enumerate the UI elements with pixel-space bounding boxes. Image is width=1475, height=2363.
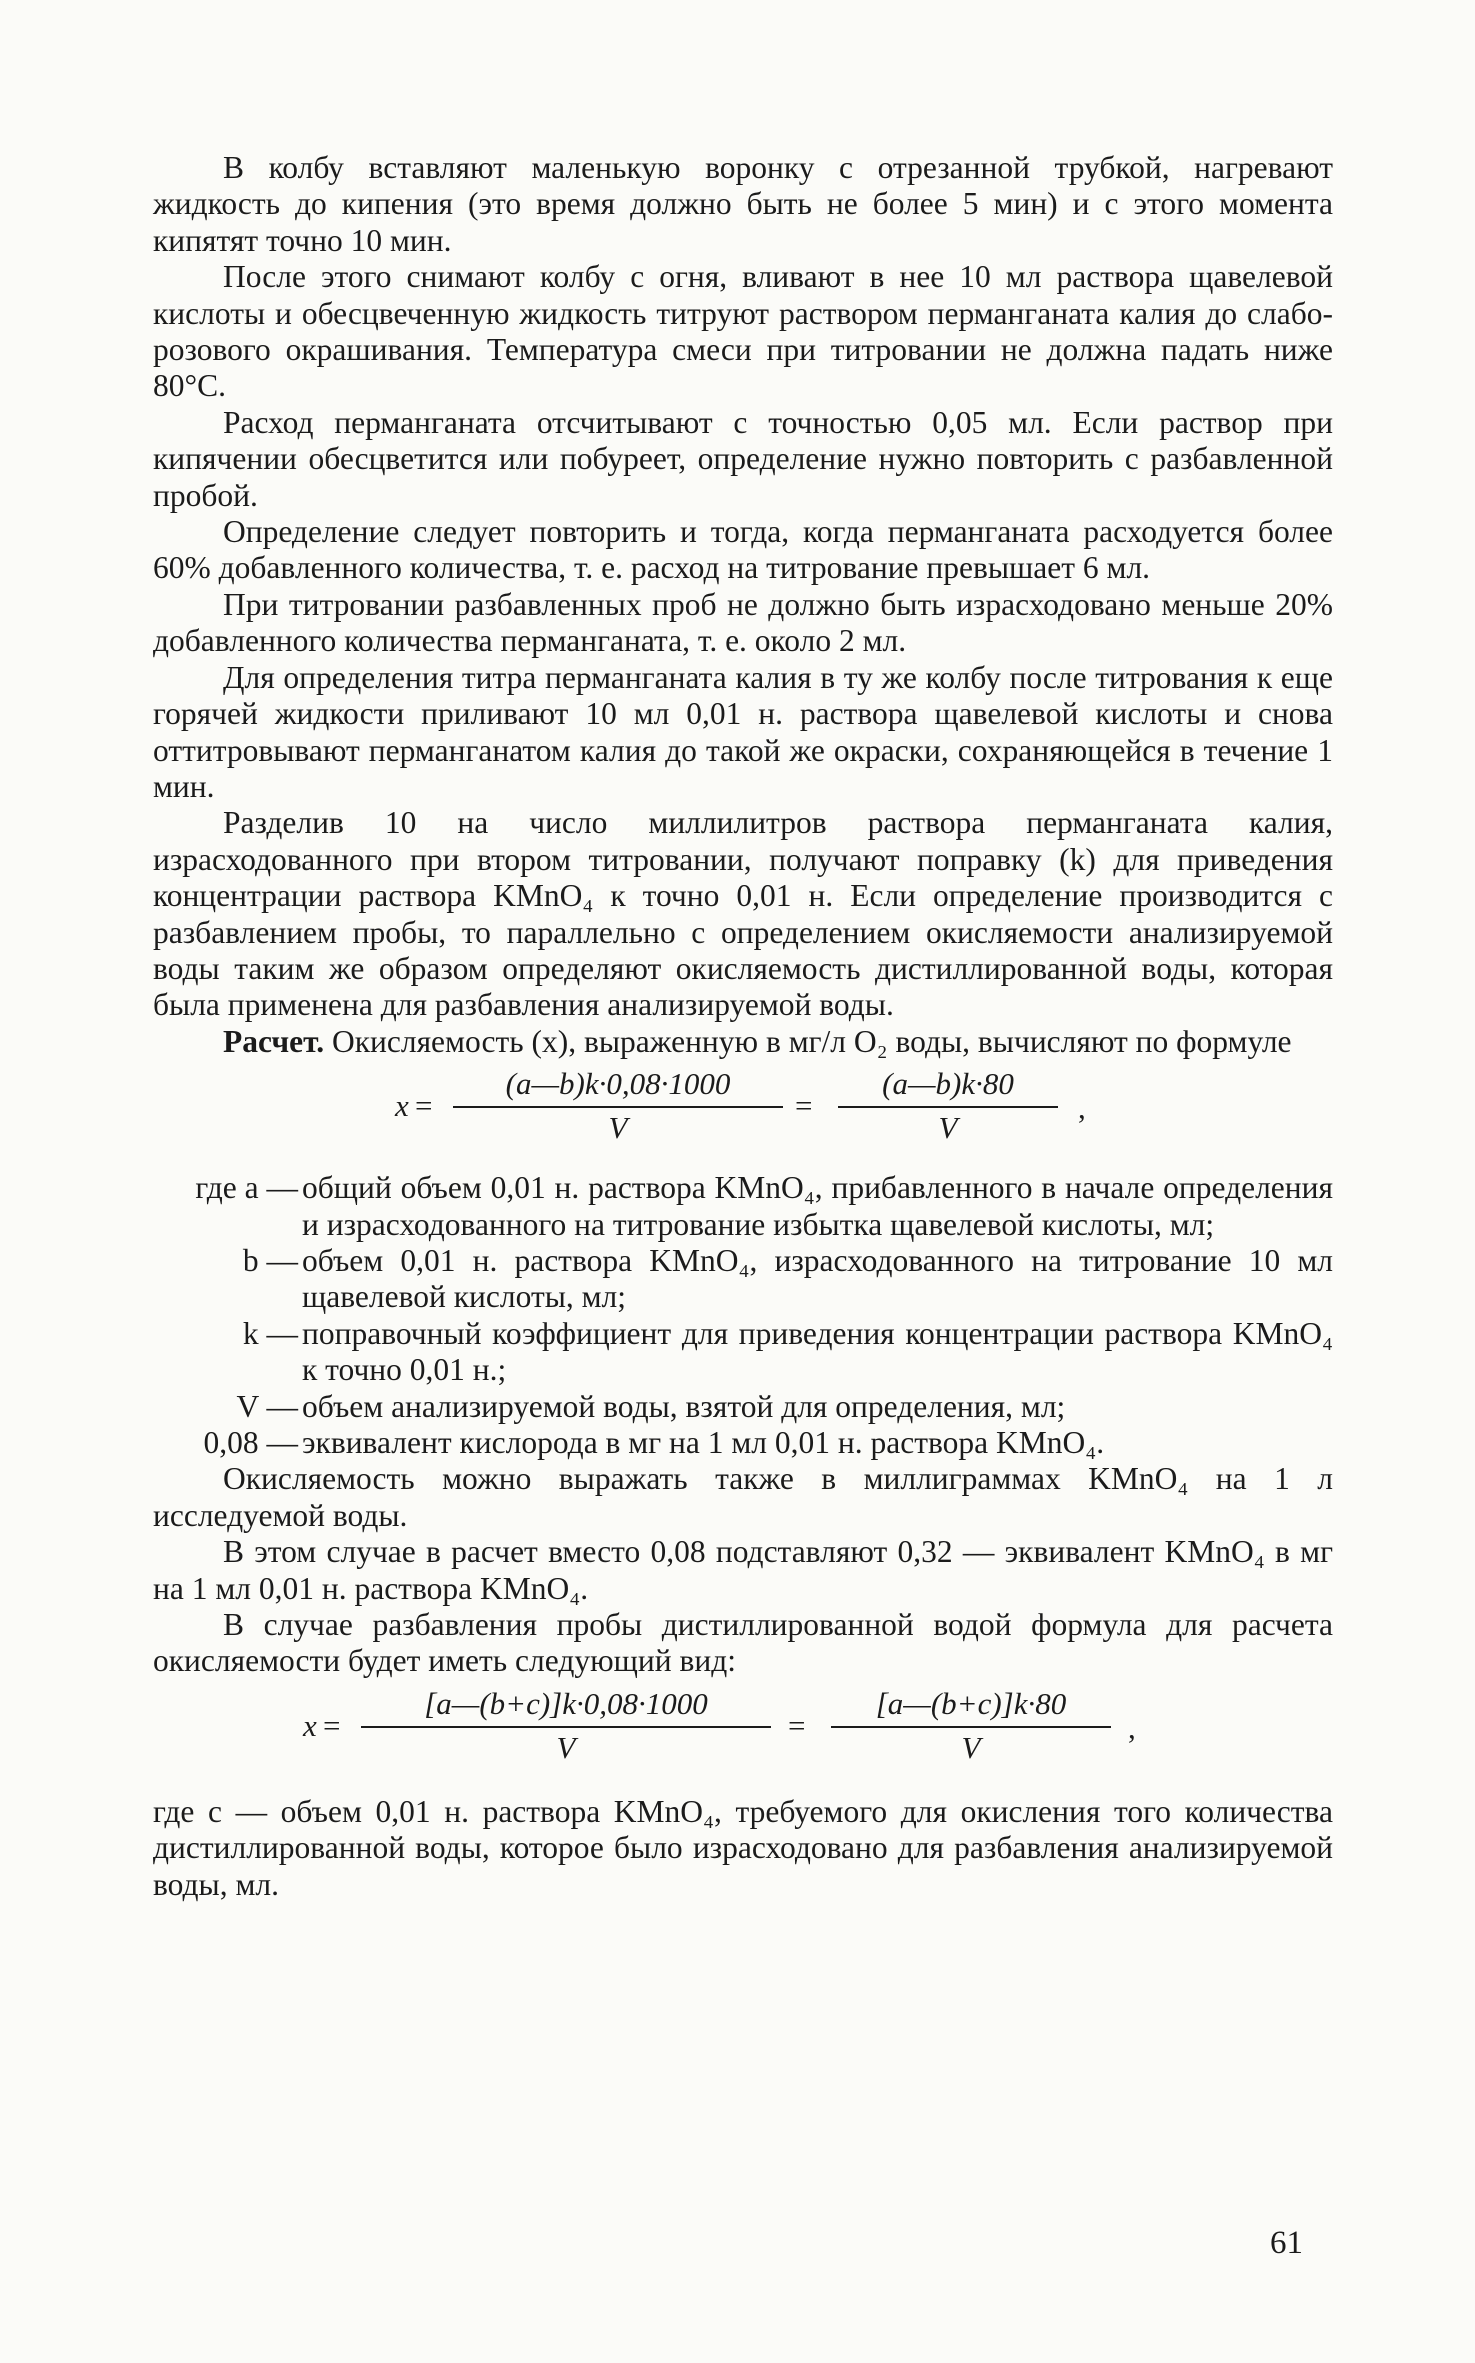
- formula-1-den2: V: [938, 1110, 958, 1146]
- formula-2-bar2: [831, 1726, 1111, 1728]
- paragraph: При титровании разбавленных проб не должно быть израсходовано меньше 20% добавленного количества перманганата, т. е. около 2 мл.: [153, 586, 1333, 659]
- paragraph: Для определения титра перманганата калия в ту же колбу после титрования к еще горячей жидкости приливают 10 мл 0,01 н. раствора щавелевой кислоты и снова оттитровывают перманганатом калия до такой же окраски, сохраняющейся в течение 1 мин.: [153, 659, 1333, 804]
- formula-1-lhs: x: [395, 1088, 409, 1124]
- final-paragraph: где c — объем 0,01 н. раствора KMnO₄, требуемого для окисления того количества дистиллированной воды, которое было израсходовано для разбавления анализируемой воды, мл.: [153, 1793, 1333, 1902]
- definition-item: [153, 1316, 1333, 1389]
- formula-2-num1: [a—(b+c)]k·0,08·1000: [424, 1685, 708, 1721]
- formula-1-comma: ,: [1078, 1090, 1086, 1126]
- paragraph: Расход перманганата отсчитывают с точностью 0,05 мл. Если раствор при кипячении обесцветится или побуреет, определение нужно повторить с разбавленной пробой.: [153, 404, 1333, 513]
- formula-1-eq: =: [415, 1088, 433, 1124]
- definition-text: объем анализируемой воды, взятой для определения, мл;: [302, 1388, 1066, 1424]
- formula-2-eq: =: [323, 1707, 341, 1743]
- formula-1-eq2: =: [795, 1088, 813, 1124]
- formula-1-den1: V: [608, 1110, 628, 1146]
- formula-1: [153, 1060, 1333, 1156]
- paragraph: После этого снимают колбу с огня, вливают в нее 10 мл раствора щавелевой кислоты и обесцвеченную жидкость титруют раствором перманганата калия до слабо-розового окрашивания. Температура смеси при титровании не должна падать ниже 80°С.: [153, 259, 1333, 404]
- definition-item: [153, 1243, 1333, 1316]
- definition-item: [153, 1170, 1333, 1243]
- definition-text: эквивалент кислорода в мг на 1 мл 0,01 н. раствора KMnO₄.: [302, 1425, 1105, 1460]
- calc-heading: Расчет.: [223, 1023, 325, 1059]
- definition-text: поправочный коэффициент для приведения концентрации раствора KMnO₄ к точно 0,01 н.;: [302, 1315, 1333, 1388]
- definition-text: объем 0,01 н. раствора KMnO₄, израсходованного на титрование 10 мл щавелевой кислоты, мл;: [302, 1242, 1333, 1315]
- definitions-list: [153, 1170, 1333, 1461]
- formula-1-bar2: [838, 1106, 1058, 1108]
- formula-2-den1: V: [556, 1729, 576, 1765]
- formula-2-den2: V: [961, 1729, 981, 1765]
- calc-intro: Окисляемость (x), выраженную в мг/л O₂ воды, вычисляют по формуле: [331, 1023, 1292, 1059]
- paragraph: В колбу вставляют маленькую воронку с отрезанной трубкой, нагревают жидкость до кипения (это время должно быть не более 5 мин) и с этого момента кипятят точно 10 мин.: [153, 150, 1333, 258]
- page-body: [153, 150, 1333, 1903]
- paragraph: В этом случае в расчет вместо 0,08 подставляют 0,32 — эквивалент KMnO₄ в мг на 1 мл 0,01 н. раствора KMnO₄.: [153, 1534, 1333, 1606]
- definition-text: общий объем 0,01 н. раствора KMnO₄, прибавленного в начале определения и израсходованного на титрование избытка щавелевой кислоты, мл;: [302, 1170, 1333, 1242]
- definition-item: [153, 1389, 1333, 1425]
- paragraph: Окисляемость можно выражать также в миллиграммах KMnO₄ на 1 л исследуемой воды.: [153, 1461, 1333, 1533]
- formula-1-num2: (a—b)k·80: [882, 1066, 1014, 1102]
- paragraph: В случае разбавления пробы дистиллированной водой формула для расчета окисляемости будет иметь следующий вид:: [153, 1607, 1333, 1679]
- formula-2-comma: ,: [1128, 1709, 1136, 1745]
- formula-2-eq2: =: [788, 1707, 806, 1743]
- formula-2-lhs: x: [303, 1707, 317, 1743]
- formula-2: [153, 1680, 1333, 1776]
- formula-1-bar1: [453, 1106, 783, 1108]
- page-number: 61: [1270, 2225, 1303, 2261]
- definition-item: [153, 1425, 1333, 1461]
- definition-symbol: V —: [236, 1388, 298, 1424]
- paragraph: Разделив 10 на число миллилитров раствора перманганата калия, израсходованного при втором титровании, получают поправку (k) для приведения концентрации раствора KMnO₄ к точно 0,01 н. Если определение производится с разбавлением пробы, то параллельно с определением окисляемости анализируемой воды таким же образом определяют окисляемость дистиллированной воды, которая была применена для разбавления анализируемой воды.: [153, 805, 1333, 1023]
- calc-paragraph: [153, 1024, 1333, 1060]
- formula-1-num1: (a—b)k·0,08·1000: [505, 1066, 731, 1102]
- definition-symbol: b —: [242, 1242, 298, 1278]
- formula-2-bar1: [361, 1726, 771, 1728]
- formula-2-num2: [a—(b+c)]k·80: [875, 1685, 1067, 1721]
- definition-symbol: k —: [242, 1315, 298, 1351]
- paragraph: Определение следует повторить и тогда, когда перманганата расходуется более 60% добавленного количества, т. е. расход на титрование превышает 6 мл.: [153, 514, 1333, 586]
- definition-symbol: 0,08 —: [203, 1425, 298, 1460]
- definition-symbol: где a —: [195, 1170, 298, 1206]
